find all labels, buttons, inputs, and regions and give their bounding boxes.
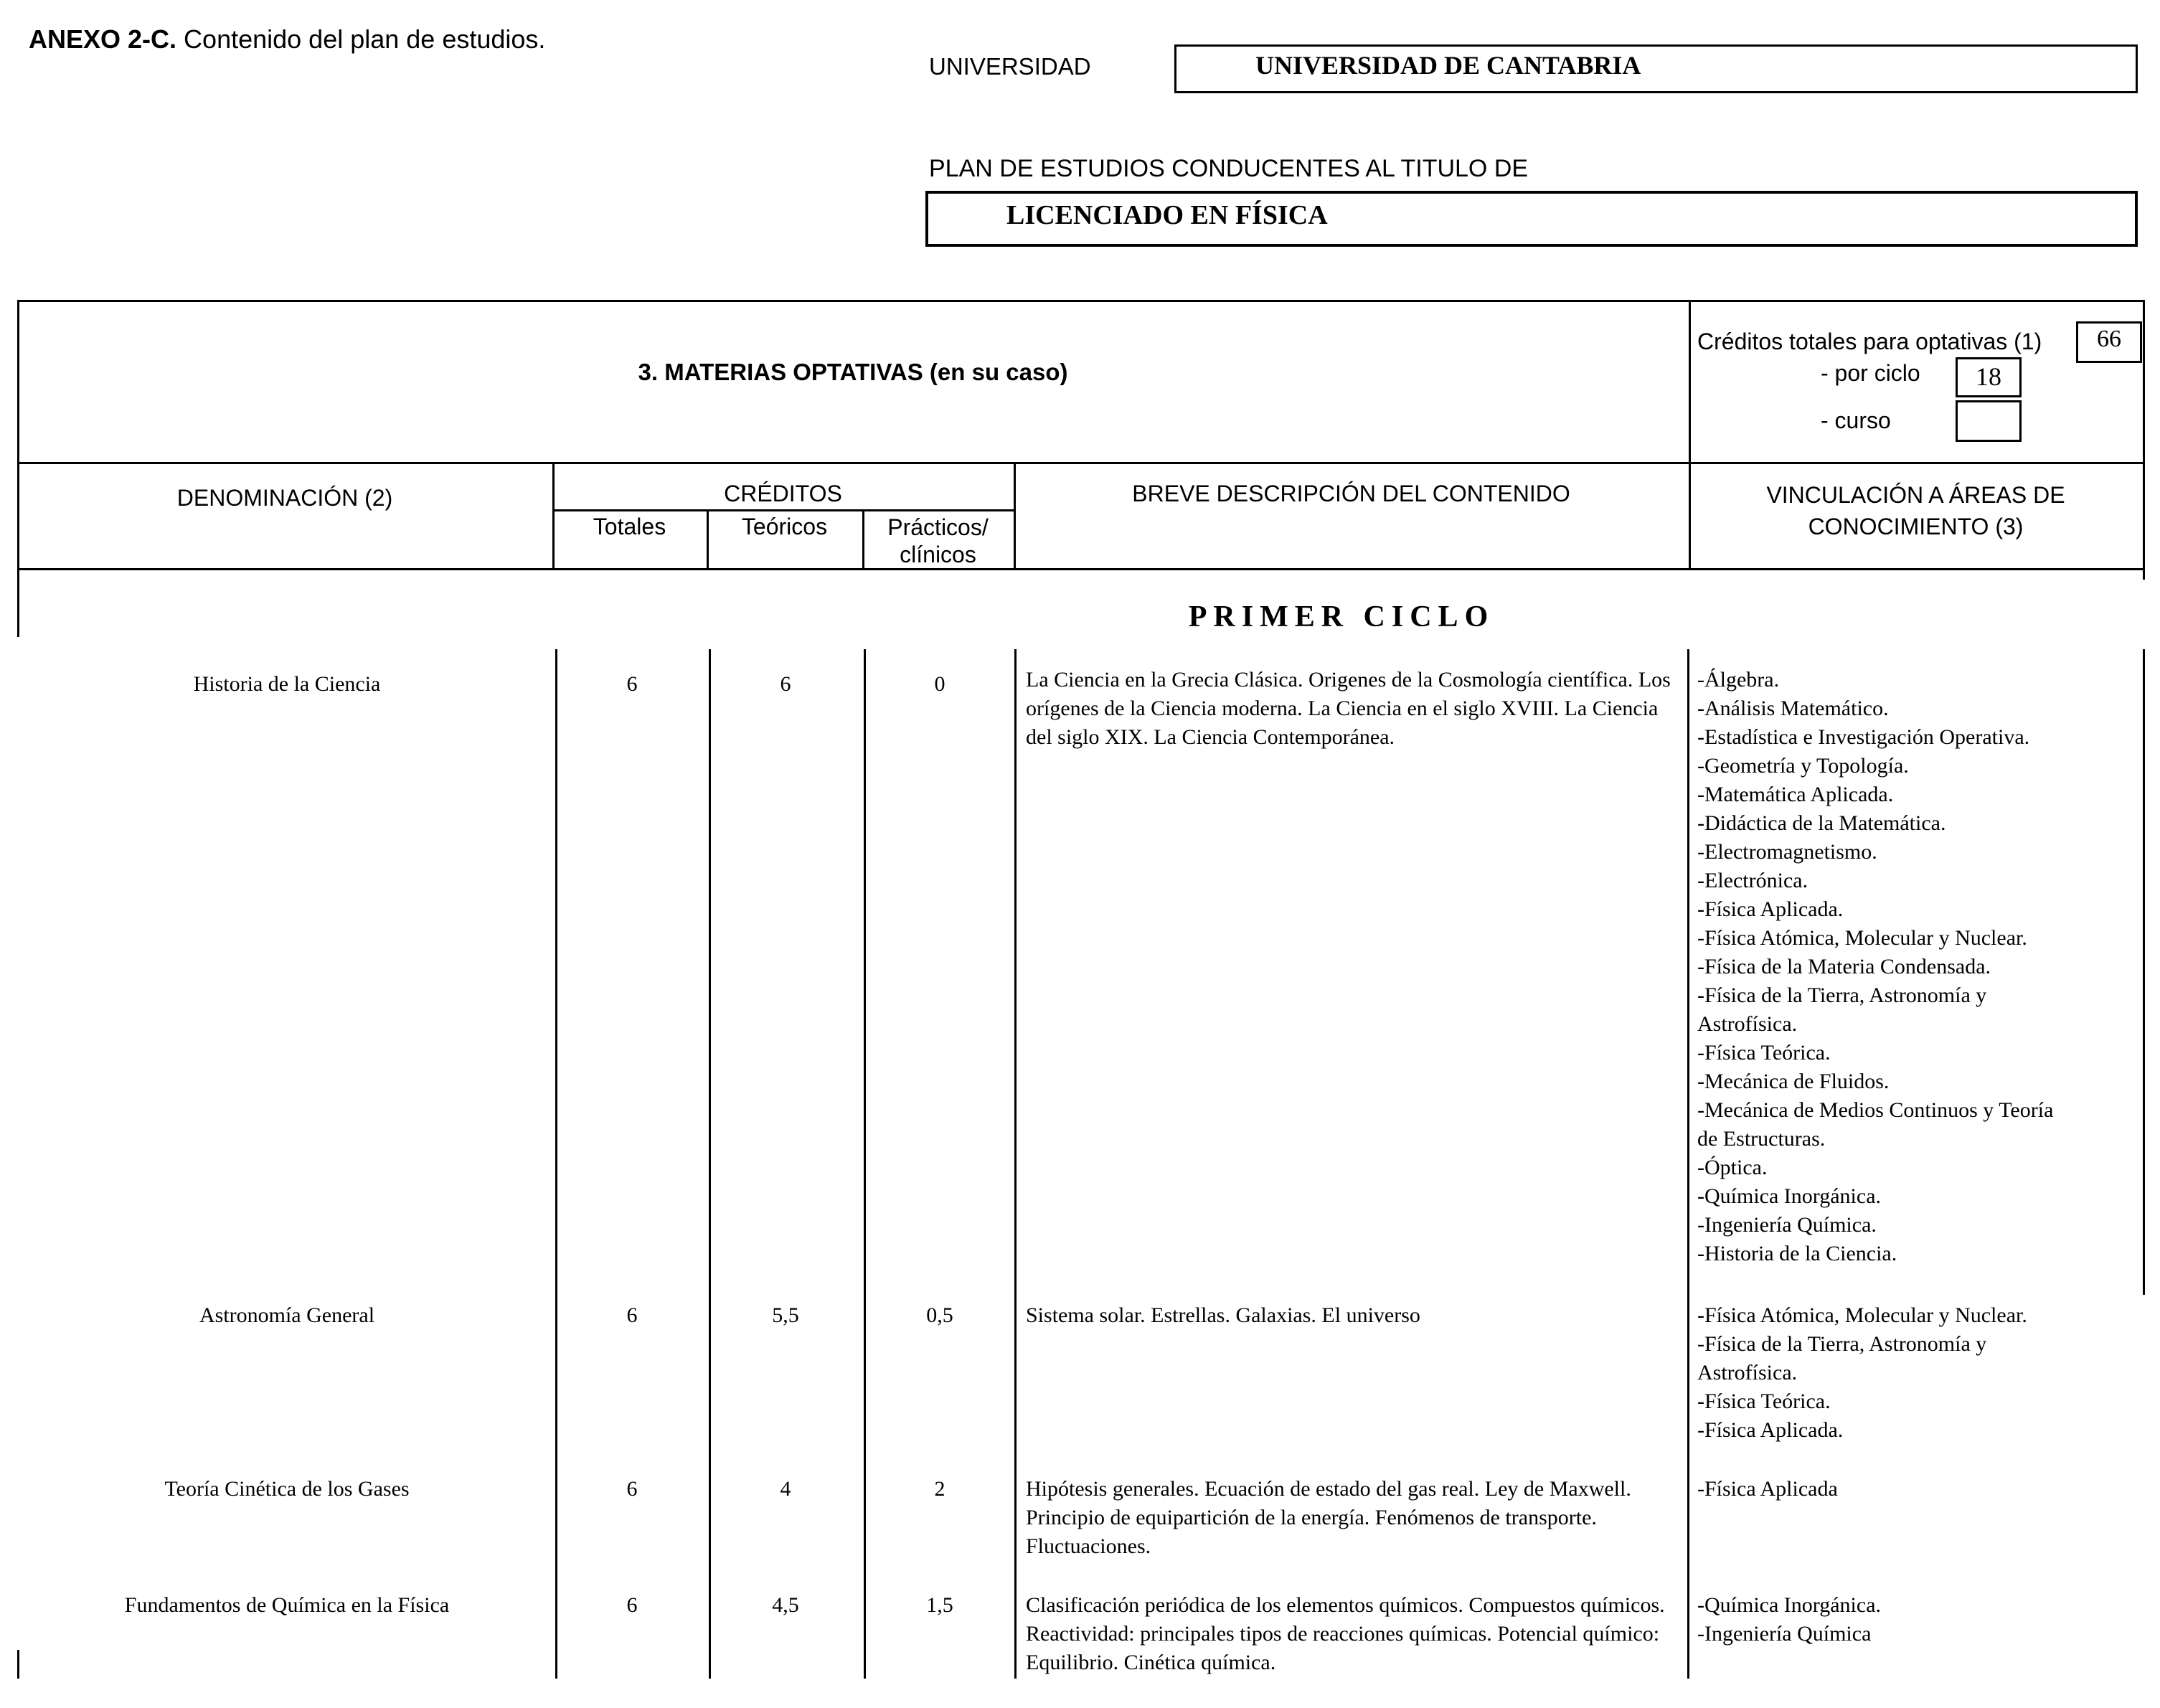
area-item: -Geometría y Topología. [1697,754,1909,778]
table-top-border [17,300,2145,302]
area-item: -Historia de la Ciencia. [1697,1242,1897,1265]
area-item: -Mecánica de Medios Continuos y Teoría [1697,1098,2054,1122]
col-header-theory: Teóricos [741,514,828,539]
university-name: UNIVERSIDAD DE CANTABRIA [1255,51,1641,80]
area-item: de Estructuras. [1697,1127,1826,1151]
subject-theory-credits: 5,5 [772,1303,799,1327]
subject-areas [1697,1301,2128,1445]
body-line-left [17,1650,19,1679]
subject-areas [1697,1591,2128,1648]
area-item: -Física Aplicada. [1697,1418,1844,1442]
area-item: -Física Atómica, Molecular y Nuclear. [1697,926,2027,950]
table-right-border [2143,300,2145,580]
subject-areas [1697,1475,2128,1504]
subject-name: Historia de la Ciencia [193,672,381,696]
body-line-5 [1687,649,1689,1679]
area-item: -Estadística e Investigación Operativa. [1697,725,2030,749]
area-item: -Física Teórica. [1697,1389,1831,1413]
subject-name: Fundamentos de Química en la Física [124,1593,450,1617]
subject-name: Astronomía General [199,1303,375,1327]
subject-total-credits: 6 [626,1303,638,1327]
per-cycle-label: - por ciclo [1821,360,1920,386]
subject-theory-credits: 4,5 [772,1593,799,1617]
subject-practical-credits: 0 [934,672,945,696]
col-divider-credits [1014,462,1016,568]
subject-total-credits: 6 [626,672,638,696]
total-optional-credits-value: 66 [2097,326,2121,352]
section-title: 3. MATERIAS OPTATIVAS (en su caso) [638,359,1068,385]
area-item: -Ingeniería Química. [1697,1213,1877,1237]
body-line-right [2143,649,2145,1295]
degree-name: LICENCIADO EN FÍSICA [1006,200,1328,230]
body-line-3 [864,649,866,1679]
subject-practical-credits: 2 [934,1477,945,1501]
annex-title [29,24,545,55]
subject-theory-credits: 6 [780,672,791,696]
body-line-1 [555,649,557,1679]
area-item: -Química Inorgánica. [1697,1184,1882,1208]
area-item: -Física de la Tierra, Astronomía y [1697,983,1987,1007]
subject-practical-credits: 1,5 [926,1593,953,1617]
total-optional-credits-label: Créditos totales para optativas (1) [1697,329,2042,354]
area-item: -Electrónica. [1697,869,1808,892]
col-header-credits: CRÉDITOS [724,481,842,506]
area-item: -Didáctica de la Matemática. [1697,811,1946,835]
col-header-denomination: DENOMINACIÓN (2) [176,485,393,511]
subject-description: La Ciencia en la Grecia Clásica. Origenes de la Cosmología científica. Los orígenes de la Ciencia moderna. La Ciencia en el siglo XVIII. La Ciencia del siglo XIX. La Ciencia Contemporánea. [1026,668,1671,749]
area-item: -Física Teórica. [1697,1041,1831,1065]
university-label: UNIVERSIDAD [929,53,1091,80]
area-item: Astrofísica. [1697,1012,1798,1036]
subject-name: Teoría Cinética de los Gases [164,1477,410,1501]
section-header-bottom [17,462,2145,464]
subject-total-credits: 6 [626,1477,638,1501]
area-item: -Física Atómica, Molecular y Nuclear. [1697,1303,2027,1327]
subject-theory-credits: 4 [780,1477,791,1501]
course-box [1956,400,2022,442]
area-item: -Física Aplicada [1697,1477,1838,1501]
area-item: -Mecánica de Fluidos. [1697,1070,1890,1093]
annex-subtitle: Contenido del plan de estudios. [176,24,546,54]
area-item: -Ingeniería Química [1697,1622,1872,1646]
area-item: -Matemática Aplicada. [1697,783,1894,806]
plan-label: PLAN DE ESTUDIOS CONDUCENTES AL TITULO DE [929,155,1529,182]
body-line-4 [1014,649,1017,1679]
area-item: -Física de la Materia Condensada. [1697,955,1991,978]
cycle-heading: PRIMER CICLO [1188,600,1495,633]
annex-number: ANEXO 2-C. [29,24,177,54]
col-header-practical: Prácticos/ clínicos [887,514,989,567]
body-line-2 [709,649,711,1679]
subject-description: Clasificación periódica de los elementos químicos. Compuestos químicos. Reactividad: principales tipos de reacciones químicas. Potencial químico: Equilibrio. Cinética química. [1026,1593,1665,1674]
credits-subheader-line [552,509,1014,511]
area-item: -Electromagnetismo. [1697,840,1877,864]
per-cycle-value: 18 [1976,362,2001,391]
subject-practical-credits: 0,5 [926,1303,953,1327]
area-item: Astrofísica. [1697,1361,1798,1384]
column-header-bottom [17,568,2145,570]
table-left-border [17,300,19,637]
area-item: -Óptica. [1697,1156,1768,1179]
subject-total-credits: 6 [626,1593,638,1617]
area-item: -Física Aplicada. [1697,897,1844,921]
area-item: -Álgebra. [1697,668,1780,692]
area-item: -Física de la Tierra, Astronomía y [1697,1332,1987,1356]
area-item: -Análisis Matemático. [1697,697,1889,720]
subject-description: Sistema solar. Estrellas. Galaxias. El universo [1026,1303,1420,1327]
course-label: - curso [1821,407,1891,433]
col-header-description: BREVE DESCRIPCIÓN DEL CONTENIDO [1132,481,1570,506]
col-header-areas: VINCULACIÓN A ÁREAS DE CONOCIMIENTO (3) [1766,482,2065,539]
col-header-totals: Totales [593,514,666,539]
area-item: -Química Inorgánica. [1697,1593,1882,1617]
subject-description: Hipótesis generales. Ecuación de estado del gas real. Ley de Maxwell. Principio de equipartición de la energía. Fenómenos de transporte. Fluctuaciones. [1026,1477,1631,1558]
subject-areas [1697,666,2128,1268]
